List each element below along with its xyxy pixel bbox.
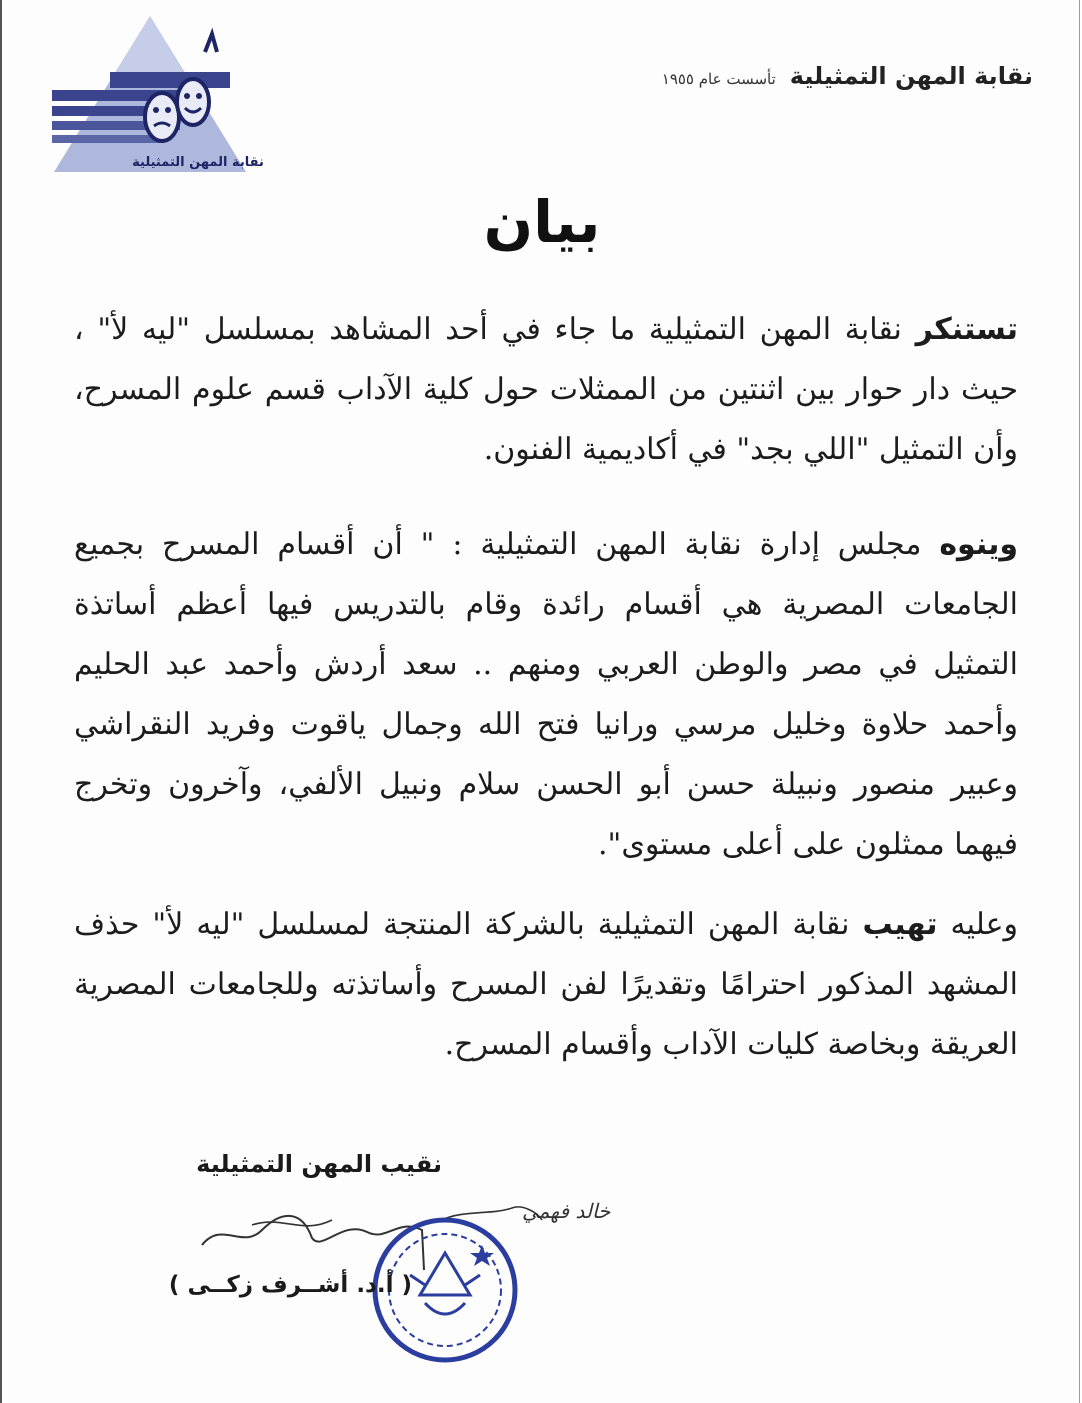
letterhead	[662, 62, 1033, 90]
syndicate-logo	[50, 12, 264, 180]
paragraph-3-text: نقابة المهن التمثيلية بالشركة المنتجة لمسلسل "ليه لأ" حذف المشهد المذكور احترامًا وتقديرًا لفن المسرح وأساتذته وللجامعات المصرية العريقة وبخاصة كليات الآداب وأقسام المسرح.	[74, 907, 1018, 1062]
paragraph-2-lead: وينوه	[939, 527, 1018, 562]
logo-text: نقابة المهن التمثيلية	[132, 155, 264, 170]
organization-name: نقابة المهن التمثيلية	[789, 62, 1033, 90]
signatory-title: نقيب المهن التمثيلية	[196, 1150, 442, 1178]
paragraph-2-text: مجلس إدارة نقابة المهن التمثيلية : " أن أقسام المسرح بجميع الجامعات المصرية هي أقسام رائدة وقام بالتدريس فيها أعظم أساتذة التمثيل في مصر والوطن العربي ومنهم .. سعد أردش وأحمد عبد الحليم وأحمد حلاوة وخليل مرسي ورانيا فتح الله وجمال ياقوت وفريد النقراشي وعبير منصور ونبيلة حسن أبو الحسن سلام ونبيل الألفي، وآخرون وتخرج فيهما ممثلون على أعلى مستوى".	[74, 527, 1018, 862]
paragraph-1	[74, 300, 1018, 480]
statement-title: بيان	[483, 188, 601, 256]
paragraph-1-lead: تستنكر	[915, 312, 1018, 347]
signatory-name: ( أ.د. أشــرف زكــى )	[168, 1272, 412, 1298]
paragraph-2	[74, 515, 1018, 875]
signature-handwriting: خالد فهمي	[522, 1199, 611, 1223]
paragraph-3-prefix: وعليه	[937, 907, 1018, 942]
founded-date: تأسست عام ١٩٥٥	[661, 70, 776, 88]
signature-block	[102, 1150, 611, 1390]
paragraph-3	[74, 895, 1018, 1075]
paragraph-1-text: نقابة المهن التمثيلية ما جاء في أحد المشاهد بمسلسل "ليه لأ" ، حيث دار حوار بين اثنتين من الممثلات حول كلية الآداب قسم علوم المسرح، وأن التمثيل "اللي بجد" في أكاديمية الفنون.	[74, 312, 1018, 467]
paragraph-3-lead: تهيب	[862, 907, 938, 942]
